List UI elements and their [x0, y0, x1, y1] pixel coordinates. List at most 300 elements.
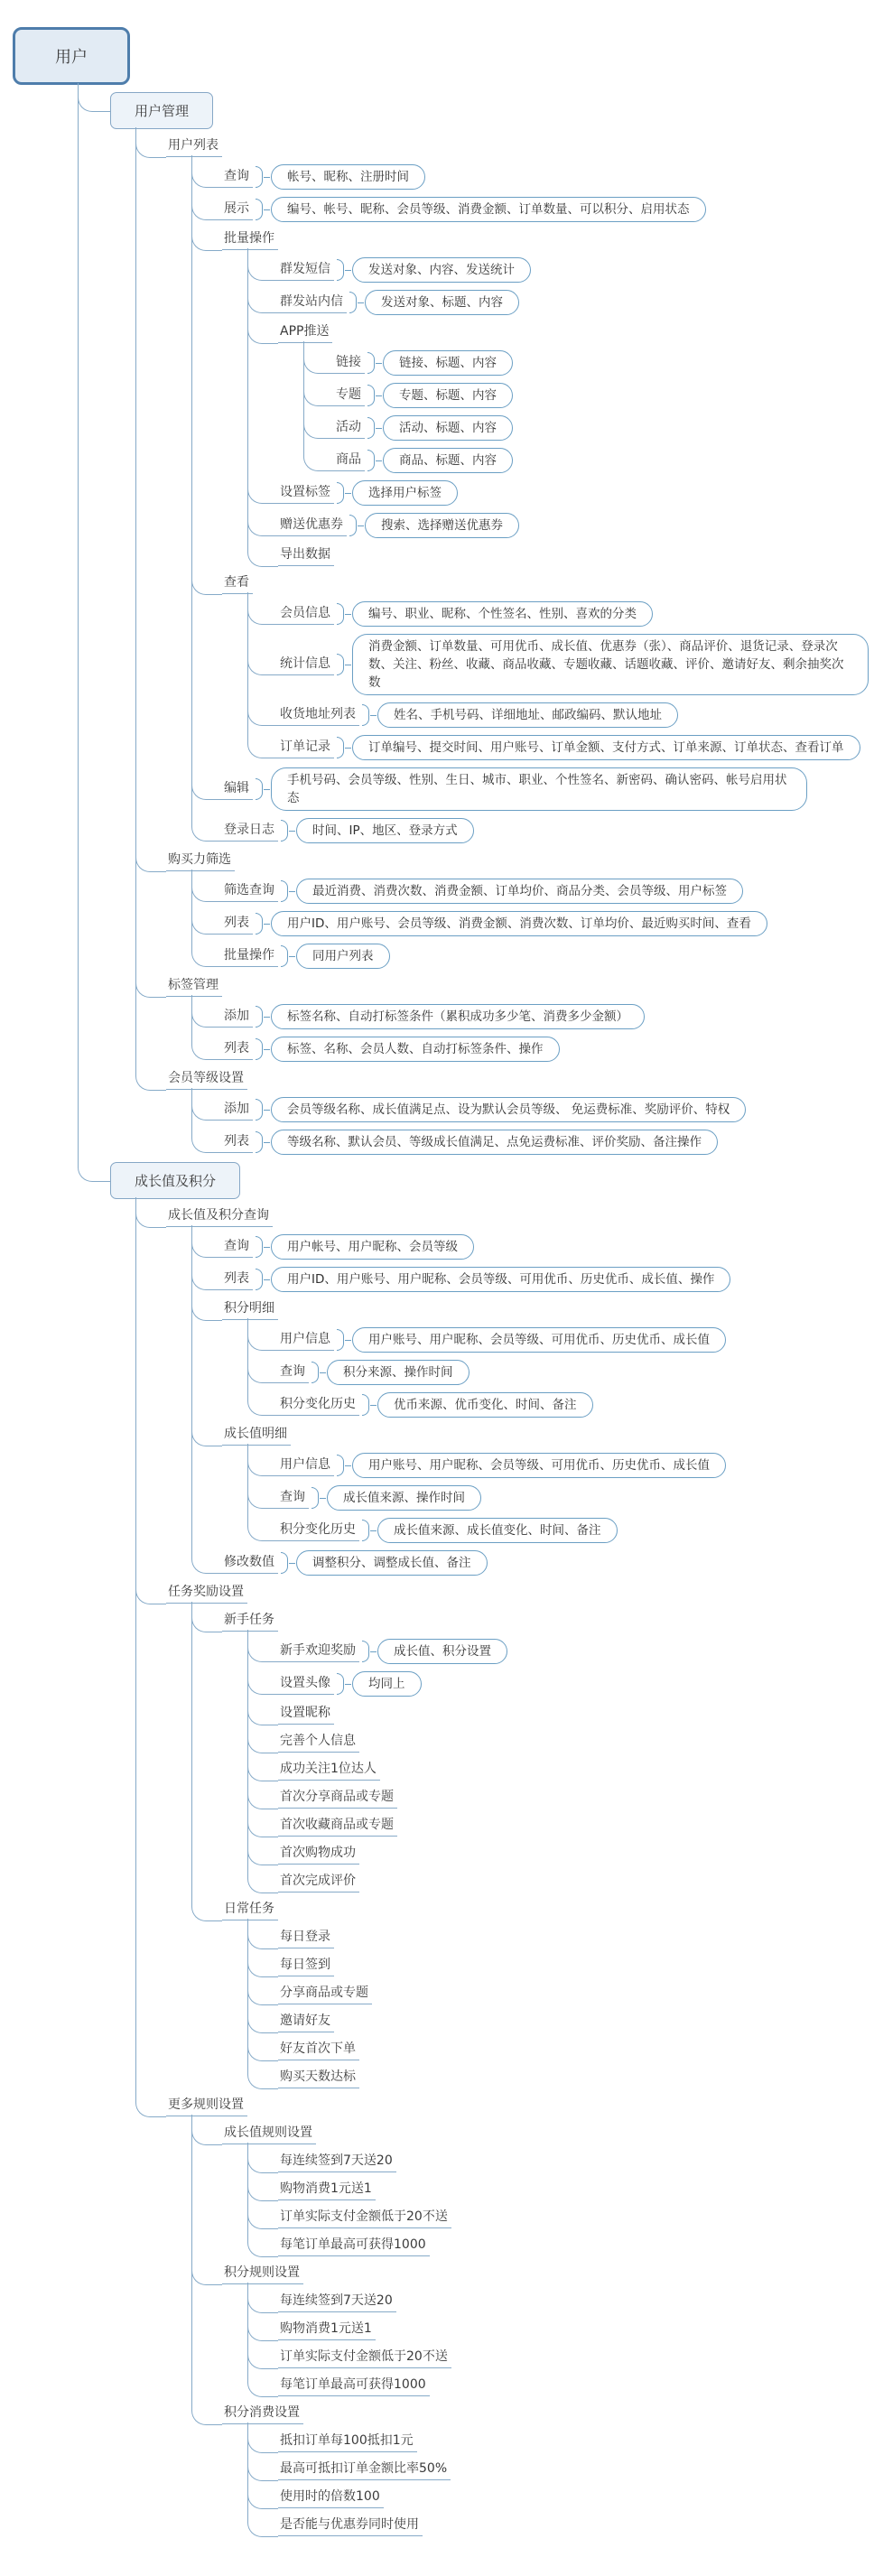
mindmap-node[interactable] — [222, 2260, 869, 2288]
node-label: 成长值规则设置 — [222, 2124, 316, 2144]
node-label: 成长值及积分 — [110, 1162, 240, 1199]
bracket-connector-icon — [281, 1552, 288, 1574]
node-label: 成长值及积分查询 — [166, 1206, 273, 1227]
bracket-connector-icon — [256, 1038, 263, 1060]
mindmap-branch — [191, 764, 869, 814]
bracket-connector-icon — [281, 880, 288, 902]
node-label: 每连续签到7天送20 — [278, 2292, 396, 2312]
mindmap-node[interactable] — [278, 1952, 869, 1980]
mindmap-node[interactable] — [278, 254, 869, 286]
detail-capsule[interactable]: 成长值、积分设置 — [377, 1639, 507, 1664]
node-label: 展示 — [222, 200, 253, 220]
mindmap-node[interactable] — [222, 2120, 869, 2148]
mindmap-node[interactable] — [278, 1784, 869, 1812]
detail-capsule[interactable]: 消费金额、订单数量、可用优币、成长值、优惠券（张）、商品评价、退货记录、登录次数、关注、粉丝、收藏、商品收藏、专题收藏、话题收藏、评价、邀请好友、剩余抽奖次数 — [352, 634, 869, 695]
mindmap-branch — [191, 1093, 869, 1126]
bracket-connector-icon — [367, 450, 375, 471]
mindmap-branch — [135, 1203, 869, 1579]
mindmap-branch — [303, 412, 869, 444]
detail-capsule[interactable]: 等级名称、默认会员、等级成长值满足、点免运费标准、评价奖励、备注操作 — [271, 1130, 718, 1155]
mindmap-node[interactable] — [222, 1547, 869, 1579]
mindmap-branch — [247, 509, 869, 542]
dash-connector-icon — [345, 493, 351, 494]
bracket-connector-icon — [337, 1455, 344, 1476]
dash-connector-icon — [358, 302, 364, 303]
mindmap-node[interactable] — [166, 1203, 869, 1231]
detail-capsule[interactable]: 成长值来源、操作时间 — [327, 1485, 481, 1511]
mindmap-branch — [247, 1389, 869, 1421]
bracket-connector-icon — [349, 292, 357, 313]
dash-connector-icon — [264, 1110, 270, 1111]
detail-capsule[interactable]: 会员等级名称、成长值满足点、设为默认会员等级、 免运费标准、奖励评价、特权 — [271, 1097, 746, 1122]
node-label: 购物消费1元送1 — [278, 2180, 376, 2200]
mindmap-node[interactable] — [278, 2176, 869, 2204]
mindmap-node[interactable] — [222, 570, 869, 598]
node-label: 购买天数达标 — [278, 2068, 359, 2088]
detail-capsule[interactable]: 时间、IP、地区、登录方式 — [296, 818, 474, 843]
node-label: 日常任务 — [222, 1900, 278, 1920]
detail-capsule[interactable]: 同用户列表 — [296, 944, 390, 969]
mindmap-branch — [247, 2316, 869, 2344]
mindmap-node[interactable] — [222, 1263, 869, 1296]
dash-connector-icon — [376, 460, 382, 461]
mindmap-branch — [191, 570, 869, 764]
node-label: 设置标签 — [278, 483, 334, 504]
mindmap-node[interactable] — [222, 1093, 869, 1126]
mindmap-node[interactable] — [278, 630, 869, 699]
mindmap-node[interactable] — [278, 598, 869, 630]
mindmap-branch — [247, 1482, 869, 1514]
mindmap-node[interactable] — [278, 731, 869, 764]
dash-connector-icon — [376, 428, 382, 429]
mindmap-node[interactable] — [278, 2008, 869, 2036]
dash-connector-icon — [345, 614, 351, 615]
bracket-connector-icon — [281, 820, 288, 842]
node-label: 积分明细 — [222, 1299, 278, 1320]
mindmap-node[interactable] — [278, 2372, 869, 2400]
mindmap-node[interactable] — [222, 2400, 869, 2428]
mindmap-branch — [247, 2036, 869, 2064]
node-label: 用户信息 — [278, 1330, 334, 1351]
bracket-connector-icon — [337, 259, 344, 281]
node-label: 登录日志 — [222, 821, 278, 842]
mindmap-node[interactable] — [166, 133, 869, 161]
dash-connector-icon — [264, 924, 270, 925]
detail-capsule[interactable]: 搜索、选择赠送优惠券 — [365, 513, 519, 538]
children-group — [247, 598, 869, 764]
dash-connector-icon — [320, 1498, 326, 1499]
detail-capsule[interactable]: 标签名称、自动打标签条件（累积成功多少笔、消费多少金额） — [271, 1004, 645, 1029]
node-label: 最高可抵扣订单金额比率50% — [278, 2460, 451, 2480]
mindmap-branch — [191, 1033, 869, 1065]
node-label: 查询 — [278, 1362, 309, 1383]
mindmap-branch — [247, 2008, 869, 2036]
mindmap-branch — [247, 542, 869, 570]
mindmap-branch — [247, 1514, 869, 1547]
node-label: 用户 — [13, 27, 130, 85]
mindmap-branch — [247, 1840, 869, 1868]
mindmap-node[interactable] — [334, 444, 869, 477]
detail-capsule[interactable]: 积分来源、操作时间 — [327, 1360, 470, 1385]
detail-capsule[interactable]: 用户帐号、用户昵称、会员等级 — [271, 1234, 474, 1260]
bracket-connector-icon — [337, 737, 344, 758]
mindmap-node[interactable] — [222, 907, 869, 940]
children-group — [247, 254, 869, 570]
bracket-connector-icon — [337, 1329, 344, 1351]
node-label: 购买力筛选 — [166, 851, 235, 871]
node-label: 好友首次下单 — [278, 2040, 359, 2060]
mindmap-node[interactable] — [222, 814, 869, 847]
mindmap-node[interactable] — [278, 1356, 869, 1389]
mindmap-node[interactable] — [222, 1000, 869, 1033]
detail-capsule[interactable]: 发送对象、标题、内容 — [365, 290, 519, 315]
detail-capsule[interactable]: 专题、标题、内容 — [383, 383, 513, 408]
dash-connector-icon — [345, 748, 351, 749]
detail-capsule[interactable]: 手机号码、会员等级、性别、生日、城市、职业、个性签名、新密码、确认密码、帐号启用状态 — [271, 767, 807, 811]
mindmap-node[interactable] — [278, 509, 869, 542]
node-label: 每日登录 — [278, 1928, 334, 1948]
mindmap-branch — [247, 477, 869, 509]
detail-capsule[interactable]: 帐号、昵称、注册时间 — [271, 164, 425, 190]
bracket-connector-icon — [367, 417, 375, 439]
mindmap-node[interactable] — [222, 875, 869, 907]
mindmap-node[interactable] — [166, 972, 869, 1000]
mindmap-node[interactable] — [278, 1980, 869, 2008]
mindmap-branch — [191, 2260, 869, 2400]
node-label: 新手欢迎奖励 — [278, 1641, 359, 1662]
mindmap-branch — [303, 379, 869, 412]
mindmap-branch — [247, 2456, 869, 2484]
bracket-connector-icon — [256, 1131, 263, 1153]
mindmap-branch — [135, 1579, 869, 2092]
node-label: 用户信息 — [278, 1455, 334, 1476]
detail-capsule[interactable]: 链接、标题、内容 — [383, 350, 513, 376]
node-label: 积分规则设置 — [222, 2264, 303, 2284]
node-label: 群发短信 — [278, 260, 334, 281]
node-label: 查询 — [222, 1237, 253, 1258]
mindmap-node[interactable] — [278, 1668, 869, 1700]
detail-capsule[interactable]: 发送对象、内容、发送统计 — [352, 257, 531, 283]
dash-connector-icon — [289, 891, 295, 892]
mindmap-branch — [191, 1607, 869, 1896]
mindmap-node[interactable] — [278, 1868, 869, 1896]
mindmap-node[interactable] — [278, 2204, 869, 2232]
mindmap-node[interactable] — [278, 1924, 869, 1952]
bracket-connector-icon — [311, 1362, 319, 1383]
node-label: 专题 — [334, 386, 365, 406]
mindmap-branch — [247, 2204, 869, 2232]
dash-connector-icon — [358, 525, 364, 526]
mindmap-node[interactable] — [222, 1126, 869, 1158]
bracket-connector-icon — [362, 1520, 369, 1541]
dash-connector-icon — [264, 177, 270, 178]
node-label: 活动 — [334, 418, 365, 439]
mindmap-node[interactable] — [222, 1033, 869, 1065]
mindmap-branch — [191, 193, 869, 226]
children-group — [135, 1203, 869, 2540]
children-group — [191, 2120, 869, 2540]
detail-capsule[interactable]: 姓名、手机号码、详细地址、邮政编码、默认地址 — [377, 702, 678, 728]
mindmap-branch — [247, 1700, 869, 1728]
mindmap-node[interactable] — [278, 1840, 869, 1868]
mindmap-branch — [135, 1065, 869, 1158]
mindmap-branch — [191, 1547, 869, 1579]
mindmap-branch — [303, 347, 869, 379]
children-group — [247, 2148, 869, 2260]
node-label: 积分变化历史 — [278, 1520, 359, 1541]
mindmap-branch — [191, 1896, 869, 2092]
children-group — [247, 2288, 869, 2400]
mindmap-node[interactable] — [222, 1231, 869, 1263]
node-label: 查看 — [222, 573, 253, 594]
node-label: 导出数据 — [278, 545, 334, 566]
children-group — [247, 1924, 869, 2092]
bracket-connector-icon — [256, 913, 263, 935]
node-label: 标签管理 — [166, 976, 222, 997]
detail-capsule[interactable]: 优币来源、优币变化、时间、备注 — [377, 1392, 593, 1418]
node-label: 分享商品或专题 — [278, 1984, 372, 2004]
bracket-connector-icon — [349, 515, 357, 536]
node-label: 列表 — [222, 1039, 253, 1060]
mindmap-node[interactable] — [222, 161, 869, 193]
mindmap-branch — [247, 2176, 869, 2204]
node-label: 列表 — [222, 1132, 253, 1153]
mindmap-node[interactable] — [278, 2428, 869, 2456]
mindmap-node[interactable] — [278, 1482, 869, 1514]
mindmap-node[interactable] — [278, 1700, 869, 1728]
node-label: 链接 — [334, 353, 365, 374]
mindmap-branch — [191, 1231, 869, 1263]
node-label: 修改数值 — [222, 1553, 278, 1574]
dash-connector-icon — [345, 1465, 351, 1466]
children-group — [247, 1449, 869, 1547]
mindmap-node[interactable] — [278, 1324, 869, 1356]
mindmap-branch — [247, 2232, 869, 2260]
node-label: 积分消费设置 — [222, 2404, 303, 2424]
detail-capsule[interactable]: 编号、帐号、昵称、会员等级、消费金额、订单数量、可以积分、启用状态 — [271, 197, 706, 222]
detail-capsule[interactable]: 用户账号、用户昵称、会员等级、可用优币、历史优币、成长值 — [352, 1327, 726, 1353]
mindmap-branch — [191, 814, 869, 847]
node-label: 更多规则设置 — [166, 2096, 247, 2116]
dash-connector-icon — [370, 1651, 377, 1652]
detail-capsule[interactable]: 活动、标题、内容 — [383, 415, 513, 441]
node-label: 批量操作 — [222, 946, 278, 967]
mindmap-node[interactable] — [278, 1389, 869, 1421]
node-label: 使用时的倍数100 — [278, 2488, 384, 2508]
detail-capsule[interactable]: 商品、标题、内容 — [383, 448, 513, 473]
mindmap-node[interactable] — [278, 2512, 869, 2540]
mindmap-node[interactable] — [278, 477, 869, 509]
node-label: 查询 — [278, 1488, 309, 1509]
node-label: 新手任务 — [222, 1611, 278, 1632]
detail-capsule[interactable]: 均同上 — [352, 1671, 422, 1697]
bracket-connector-icon — [281, 945, 288, 967]
mindmap-node[interactable] — [278, 2344, 869, 2372]
children-group — [303, 347, 869, 477]
node-label: 首次购物成功 — [278, 1844, 359, 1865]
node-label: 订单实际支付金额低于20不送 — [278, 2348, 451, 2368]
mindmap-tree — [13, 23, 869, 2540]
dash-connector-icon — [289, 956, 295, 957]
node-label: 每连续签到7天送20 — [278, 2152, 396, 2172]
detail-capsule[interactable]: 成长值来源、成长值变化、时间、备注 — [377, 1518, 618, 1543]
node-label: 用户管理 — [110, 92, 213, 129]
mindmap-branch — [191, 1421, 869, 1547]
mindmap-node[interactable] — [278, 699, 869, 731]
node-label: 购物消费1元送1 — [278, 2320, 376, 2340]
mindmap-branch — [247, 2512, 869, 2540]
mindmap-node[interactable] — [110, 1158, 869, 1203]
mindmap-node[interactable] — [222, 1607, 869, 1635]
mindmap-node[interactable] — [278, 2064, 869, 2092]
children-group — [247, 2428, 869, 2540]
mindmap-branch — [247, 699, 869, 731]
node-label: 批量操作 — [222, 229, 278, 250]
mindmap-node[interactable] — [222, 764, 869, 814]
mindmap-node[interactable] — [278, 2456, 869, 2484]
mindmap-node[interactable] — [222, 1896, 869, 1924]
mindmap-branch — [247, 2484, 869, 2512]
mindmap-branch — [78, 88, 869, 1158]
dash-connector-icon — [264, 1017, 270, 1018]
mindmap-branch — [247, 1812, 869, 1840]
detail-capsule[interactable]: 调整积分、调整成长值、备注 — [296, 1550, 488, 1576]
mindmap-node[interactable] — [222, 193, 869, 226]
dash-connector-icon — [345, 1684, 351, 1685]
mindmap-node[interactable] — [222, 940, 869, 972]
detail-capsule[interactable]: 标签、名称、会员人数、自动打标签条件、操作 — [271, 1037, 560, 1062]
mindmap-branch — [247, 2428, 869, 2456]
mindmap-node[interactable] — [278, 1635, 869, 1668]
node-label: 列表 — [222, 1269, 253, 1290]
mindmap-branch — [247, 2344, 869, 2372]
node-label: 会员信息 — [278, 604, 334, 625]
mindmap-node[interactable] — [166, 2092, 869, 2120]
mindmap-node[interactable] — [166, 1579, 869, 1607]
bracket-connector-icon — [362, 704, 369, 726]
mindmap-node[interactable] — [334, 379, 869, 412]
mindmap-branch — [135, 2092, 869, 2540]
children-group — [191, 161, 869, 847]
mindmap-branch — [247, 1668, 869, 1700]
mindmap-branch — [247, 1868, 869, 1896]
node-label: 抵扣订单每100抵扣1元 — [278, 2432, 417, 2452]
bracket-connector-icon — [367, 385, 375, 406]
mindmap-branch — [135, 133, 869, 847]
mindmap-branch — [191, 1263, 869, 1296]
mindmap-node[interactable] — [278, 2148, 869, 2176]
mindmap-node[interactable] — [110, 88, 869, 133]
mindmap-branch — [191, 907, 869, 940]
mindmap-node[interactable] — [278, 1449, 869, 1482]
children-group — [78, 88, 869, 2540]
node-label: 用户列表 — [166, 136, 222, 157]
mindmap-branch — [247, 2372, 869, 2400]
mindmap-node[interactable] — [222, 1296, 869, 1324]
node-label: APP推送 — [278, 322, 332, 343]
mindmap-branch — [191, 875, 869, 907]
dash-connector-icon — [345, 1340, 351, 1341]
node-label: 积分变化历史 — [278, 1395, 359, 1416]
node-label: 赠送优惠券 — [278, 516, 347, 536]
mindmap-node[interactable] — [166, 1065, 869, 1093]
dash-connector-icon — [264, 789, 270, 790]
node-label: 收货地址列表 — [278, 705, 359, 726]
node-label: 每笔订单最高可获得1000 — [278, 2236, 430, 2256]
mindmap-node[interactable] — [278, 1514, 869, 1547]
bracket-connector-icon — [311, 1487, 319, 1509]
children-group — [191, 1231, 869, 1579]
mindmap-node[interactable] — [278, 542, 869, 570]
mindmap-node[interactable] — [278, 319, 869, 347]
dash-connector-icon — [264, 1049, 270, 1050]
dash-connector-icon — [345, 270, 351, 271]
mindmap-node[interactable] — [278, 1756, 869, 1784]
mindmap-branch — [247, 731, 869, 764]
bracket-connector-icon — [337, 482, 344, 504]
bracket-connector-icon — [362, 1641, 369, 1662]
mindmap-branch — [135, 972, 869, 1065]
mindmap-branch — [191, 1296, 869, 1421]
children-group — [247, 1324, 869, 1421]
mindmap-node[interactable] — [222, 226, 869, 254]
detail-capsule[interactable]: 选择用户标签 — [352, 480, 458, 506]
mindmap-branch — [247, 1924, 869, 1952]
mindmap-branch — [13, 23, 869, 2540]
children-group — [247, 1635, 869, 1896]
bracket-connector-icon — [256, 166, 263, 188]
dash-connector-icon — [289, 1563, 295, 1564]
mindmap-node[interactable] — [278, 2036, 869, 2064]
dash-connector-icon — [370, 1405, 377, 1406]
mindmap-node[interactable] — [278, 2232, 869, 2260]
mindmap-branch — [247, 286, 869, 319]
mindmap-node[interactable] — [278, 286, 869, 319]
detail-capsule[interactable]: 最近消费、消费次数、消费金额、订单均价、商品分类、会员等级、用户标签 — [296, 879, 743, 904]
children-group — [191, 1093, 869, 1158]
mindmap-branch — [191, 2400, 869, 2540]
bracket-connector-icon — [362, 1394, 369, 1416]
mindmap-node[interactable] — [278, 1812, 869, 1840]
mindmap-node[interactable] — [278, 1728, 869, 1756]
mindmap-node[interactable] — [278, 2288, 869, 2316]
mindmap-branch — [247, 1728, 869, 1756]
mindmap-node[interactable] — [334, 347, 869, 379]
bracket-connector-icon — [367, 352, 375, 374]
mindmap-node[interactable] — [222, 1421, 869, 1449]
bracket-connector-icon — [256, 1236, 263, 1258]
detail-capsule[interactable]: 用户ID、用户账号、用户昵称、会员等级、可用优币、历史优币、成长值、操作 — [271, 1267, 730, 1292]
mindmap-branch — [247, 1449, 869, 1482]
node-label: 统计信息 — [278, 655, 334, 675]
node-label: 每日签到 — [278, 1956, 334, 1976]
dash-connector-icon — [370, 1530, 377, 1531]
detail-capsule[interactable]: 编号、职业、昵称、个性签名、性别、喜欢的分类 — [352, 601, 653, 627]
mindmap-node[interactable] — [278, 2316, 869, 2344]
mindmap-node[interactable] — [13, 23, 869, 88]
bracket-connector-icon — [256, 199, 263, 220]
mindmap-node[interactable] — [278, 2484, 869, 2512]
detail-capsule[interactable]: 用户账号、用户昵称、会员等级、可用优币、历史优币、成长值 — [352, 1453, 726, 1478]
mindmap-node[interactable] — [166, 847, 869, 875]
mindmap-branch — [247, 1356, 869, 1389]
node-label: 成功关注1位达人 — [278, 1760, 380, 1781]
detail-capsule[interactable]: 订单编号、提交时间、用户账号、订单金额、支付方式、订单来源、订单状态、查看订单 — [352, 735, 860, 760]
mindmap-node[interactable] — [334, 412, 869, 444]
detail-capsule[interactable]: 用户ID、用户账号、会员等级、消费金额、消费次数、订单均价、最近购买时间、查看 — [271, 911, 767, 936]
node-label: 首次收藏商品或专题 — [278, 1816, 397, 1837]
mindmap-branch — [191, 2120, 869, 2260]
